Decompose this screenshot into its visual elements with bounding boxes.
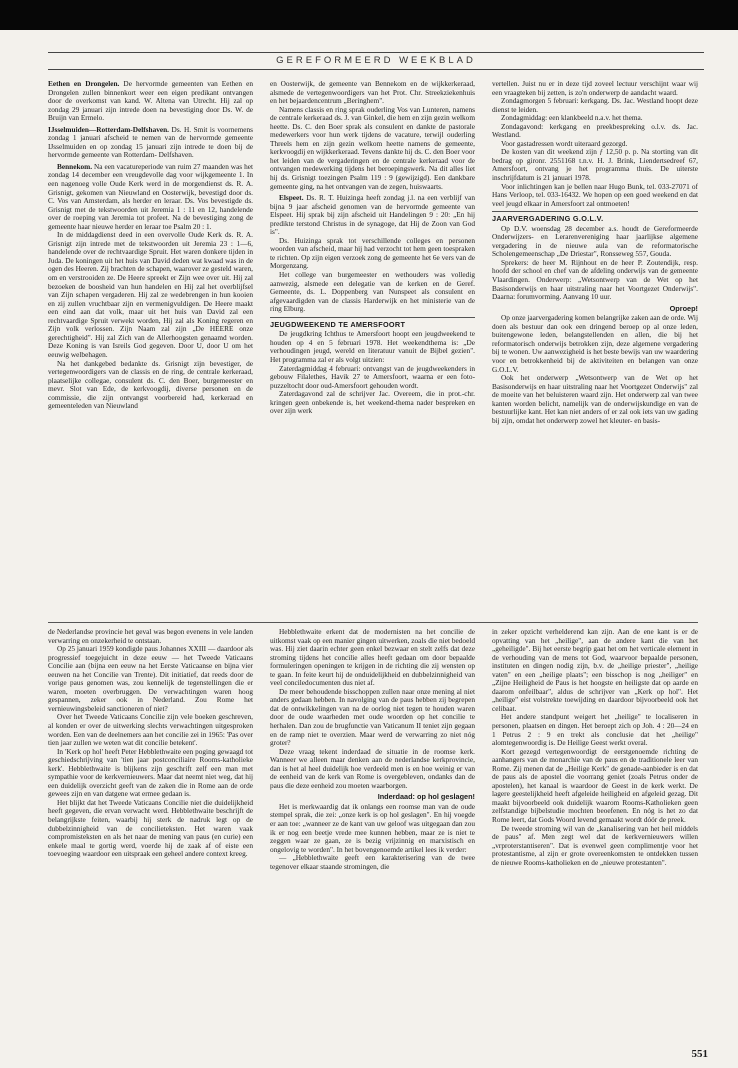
text-oproep-1: Op onze jaarvergadering komen belangrijke zaken aan de orde. Wij doen als bestuur dan ook een dringend beroep op al onze leden, buitengewone leden, belangstellenden en allen, die bij het reformatorisch onderwijs betrokken zijn, deze algemene vergadering bij te wonen. Uw aanwezigheid is het beste bewijs van uw waardering voor en betrokkenheid bij de aktiviteiten en belangen van onze G.O.L.V. <box>492 313 698 374</box>
heading-elspeet: Elspeet. <box>279 193 304 203</box>
text-jeugdweekend-3: Zaterdagavond zal de schrijver Jac. Overeem, die in prot.-chr. kringen geen onbekende is, het weekend-thema nader bespreken en over zijn werk <box>270 389 475 416</box>
text-concilie-9: Het is merkwaardig dat ik onlangs een roomse man van de oude stempel sprak, die zei: „onze kerk is op hol geslagen". En hij voegde er aan toe: „wanneer ze de kant van uw geloof was uitgegaan dan zou ik er nog een beetje vrede mee kunnen hebben, maar ze is niet te zeggen waar ze gaan, ze is bezig vrijzinnig en marxistisch en ongelovig te worden". In het bovengenoemde artikel lees ik verder: <box>270 801 475 854</box>
text-concilie-2: Op 25 januari 1959 kondigde paus Johannes XXIII — daardoor als progressief toegejuicht in deze eeuw — het Tweede Vaticaans Concilie aan (bijna een eeuw na het Eerste Vaticaanse en bijna vier eeuwen na het Concilie van Trente). Dit initiatief, dat reeds door de vorige paus genomen was, zou kennelijk de tegenstellingen die er waren, moeten overbruggen. De verwachtingen waren hoog gespannen, zeker ook in Nederland. Zou Rome het vernieuwingsbeleid sanctioneren of niet? <box>48 644 253 713</box>
heading-bennekom: Bennekom. <box>57 161 93 171</box>
text-elspeet-3: Het college van burgemeester en wethouders was volledig aanwezig, alsmede een delegatie van de kerken en de Geref. Gemeente, ds. L. Doppenberg van Nunspeet als consulent en afgevaardigden van de classis Harderwijk en het ministerie van de ring Elburg. <box>270 270 475 314</box>
column-2 <box>270 80 475 617</box>
column-3 <box>492 80 698 617</box>
text-concilie-14: De tweede stroming wil van de „kanalisering van het heil middels de paus" af. Men zegt wel dat de kerkvernieuwers willen „vrproterstantiseren". Dat is evenwel geen complimentje voor het protestantisme, al zijn er grote overeenkomsten te ontdekken tussen de nieuwe Rooms-katholieken en de „nieuwe protestanten". <box>492 823 698 867</box>
text-jeugdweekend-4: vertellen. Juist nu er in deze tijd zoveel lectuur verschijnt waar wij een vraagteken bij zetten, is zo'n onderwerp de aandacht waard. <box>492 80 698 97</box>
text-ijsselmuiden: Ds. H. Smit is voornemens zondag 1 januari afscheid te nemen van de hervormde gemeente IJsselmuiden en op zondag 15 januari zijn intrede te doen bij de hervormde gemeente van Rotterdam- Delfshaven. <box>48 124 253 160</box>
text-jeugdweekend-10: Voor inlichtingen kan je bellen naar Hugo Bunk, tel. 033-27071 of Hans Verloop, tel. 033-16432. We hopen op een goed weekend en dat veel jeugd elkaar in Amersfoort zal ontmoeten! <box>492 181 698 208</box>
text-eethen: De hervormde gemeenten van Eethen en Drongelen zullen binnenkort weer een eigen predikant ontvangen door de overkomst van kand. W. Altena van Utrecht. Hij zal op zondag 29 januari zijn intrede doen na bevestiging door Ds. W. de Bruijn van Ermelo. <box>48 80 253 123</box>
text-jeugdweekend-8: Voor gastadressen wordt uiteraard gezorgd. <box>501 138 628 148</box>
text-concilie-10: — „Hebblethwaite geeft een karakterisering van de twee tegenover elkaar staande stromingen, die <box>270 853 475 871</box>
text-bennekom-2: In de middagdienst deed in een overvolle Oude Kerk ds. R. A. Grisnigt zijn intrede met de tekstwoorden uit Jeremia 23 : 1—6, handelende over de rechtvaardige Spruit. Het waren donkere tijden in Juda. De koningen uit het huis van David deden wat kwaad was in de ogen des Heeren. Zij brachten de schapen, waarover ze gesteld waren, om en verstrooiden ze. De Heere spreekt er Zijn wee over uit. Hij zal bezoeken de boosheid van hun handelen en Hij zal het overblijfsel van Zijn schapen vergaderen. Hij zal ze wedebrengen in hun kooien en zij zullen vruchtbaar zijn en vermenigvuldigen. De Heere maakt een eind aan dat volk, maar uit het huis van David zal een rechtvaardige Spruit verwekt worden, Hij zal als Koning regeren en Zijn volk verlossen. Zijn Naam zal zijn „De HEERE onze gerechtigheid". Hij zal Zich van de Allerhoogsten genaamd worden. Deze Koning is van Isreils God gegeven. Door U, door U om het eeuwig welbehagen. <box>48 230 253 359</box>
text-oproep-2: Ook het onderwerp „Wetsontwerp van de Wet op het Basisonderwijs en haar uitstraling naar het Voortgezet Onderwijs" zal de moeite van het beluisteren waard zijn. Het onderwerp zal van twee kanten worden belicht, namelijk van de onderwijskundige en van de bestuurlijke kant. Het kan niet anders of er zal ook iets van uw gading bij zijn, omdat het onderwerp zowel het kleuter- en basis- <box>492 373 698 425</box>
text-concilie-5: Het blijkt dat het Tweede Vaticaans Concilie niet die duidelijkheid heeft gegeven, die ervan verwacht werd. Hebblethwaite beschrijft de belangrijkste feiten, waarbij hij sterk de nadruk legt op de dubbelzinnigheid van de concilieteksten. Het waren vaak compromisteksten en als het naar de mening van paus (en curie) een enkele maal te gortig werd, voerde hij de zaak af of eiste een toevoeging waardoor een uitspraak een geheel andere context kreeg. <box>48 797 253 859</box>
heading-op-hol: Inderdaad: op hol geslagen! <box>377 792 475 802</box>
column-4 <box>48 628 253 1038</box>
text-jeugdweekend-9: De kosten van dit weekend zijn ƒ 12,50 p. p. Na storting van dit bedrag op gironr. 2551168 t.n.v. H. J. Brink, Liendertsedreef 67, Amersfoort, ontvang je het programma thuis. De uiterste inschrijfdatum is 21 januari 1978. <box>492 147 698 183</box>
text-bennekom-3: Na het dankgebed bedankte ds. Grisnigt zijn bevestiger, de vertegenwoordigers van de classis en de ring, de centrale kerkeraad, plaatselijke collegae, consulent ds. C. den Boer, burgemeester en mevr. Slot van Ede, de kerkvoogdij, diverse personen en de commissie, die zijn ontvangst voorbereid had, kerkeraad en gemeenteleden van Nieuwland <box>48 358 253 411</box>
text-concilie-4: In 'Kerk op hol' heeft Peter Hebblethwaite een poging gewaagd tot geschiedschrijving van 'tien jaar postconciliaire Rooms-katholieke kerk'. Hebblethwaite is blijkens zijn geschrift zelf een man met sympathie voor de kerkvernieuwers. Maar dat neemt niet weg, dat hij een duidelijk overzicht geeft van de zaken die in Rome aan de orde gewees zijn en van datgene wat ermee gedaan is. <box>48 746 253 799</box>
text-concilie-8: Deze vraag tekent inderdaad de situatie in de roomse kerk. Wanneer we alleen maar denken aan de nederlandse kerkprovincie, dan is het al heel duidelijk hoe verdeeld men is en hoe weinig er van de eenheid van de kerk van Rome is overgebleven, ondanks dan de paus die deze eenheid zou moeten waarborgen. <box>270 746 475 790</box>
text-concilie-13: Kort gezegd vertegenwoordigt de eerstgenoemde richting de aanhangers van de monarchie van de paus en de traditionele leer van Rome. Zij menen dat de „Heilige Kerk" de genade-aanbieder is en dat de paus als de apostel die voorrang geniet (zoals Petrus onder de apostelen), het kanaal is waardoor de Geest in de kerk werkt. De lagere geestelijkheid heeft afgeleide heiligheid en afgeleid gezag. Dit maakt bijvoorbeeld ook duidelijk waarom Rooms-Katholieken geen zelfstandige bijbelstudie mochten beoefenen. En nóg is het zo dat Rome leert, dat Gods Woord levend gemaakt wordt dóór de preek. <box>492 746 698 825</box>
top-black-bar <box>0 0 738 30</box>
text-jeugdweekend-2: Zaterdagmiddag 4 februari: ontvangst van de jeugdweekenders in gebouw Filalethes, Havik 27 te Amersfoort, waarna er een foto-puzzeltocht door oud-Amersfoort gehouden wordt. <box>270 363 475 390</box>
heading-eethen: Eethen en Drongelen. <box>48 80 120 88</box>
page-header: GEREFORMEERD WEEKBLAD <box>48 52 704 70</box>
text-jeugdweekend-7: Zondagavond: kerkgang en preekbespreking o.l.v. ds. Jac. Westland. <box>492 121 698 140</box>
text-bennekom-1: Na een vacatureperiode van ruim 27 maanden was het zondag 14 december een vreugdevolle dag voor wijkgemeente 1. In een nagenoeg volle Oude Kerk werd in de morgendienst ds. R. A. Grisnigt, gekomen van Nieuwland en Oosterwijk, bevestigd door ds. C. Vos van Amsterdam, als herder en leraar. Ds. Vos bevestigde ds. Grisnigt met de tekstwoorden uit Jeremia 1 : 11 en 12, handelende over de roeping van Jeremia tot profeet. Na de bevestiging zong de gemeente haar nieuwe herder en leraar toe Psalm 20 : 1. <box>48 161 253 231</box>
text-concilie-11: in zeker opzicht verhelderend kan zijn. Aan de ene kant is er de opvatting van het „heilige", aan de andere kant die van het „geheiligde". Bij het eerste begrip gaat het om het verticale element in de verhouding van de mens tot God, waarvoor bepaalde personen, instituten en dingen nodig zijn, b.v. de „heilige priester", „heilige vaten" en een „heilige plaats"; een bisschop is nog „heiliger" en „Zijne Heiligheid de Paus is het hoogste en heiligste dat op aarde en daarom onfeilbaar", aldus de schrijver van „Kerk op hol". Het „heilige" eist volstrekte toewijding en daardoor bijvoorbeeld ook het celibaat. <box>492 628 698 713</box>
text-concilie-3: Over het Tweede Vaticaans Concilie zijn vele boeken geschreven, al konden er over de uitwerking slechts verwachtingen uitgesproken worden. Een van de deelnemers aan het concilie zei in 1965: 'Pas over tien jaar zullen we weten wat dit concilie betekent'. <box>48 712 253 748</box>
text-concilie-7: De meer behoudende bisschoppen zullen naar onze mening al niet anders gedaan hebben. In navolging van de paus hebben zij begrepen dat de ontwikkelingen van na de oorlog niet tegen te houden waren door de oude waarheden met oude woorden op het concilie te herhalen. Dan zou de brugfunctie van Vaticanum II teniet zijn gegaan en de ramp niet te overzien. Maar werd de verwarring zo niet nóg groter? <box>270 686 475 748</box>
heading-ijsselmuiden: IJsselmuiden—Rotterdam-Delfshaven. <box>48 124 170 134</box>
text-jeugdweekend-1: De jeugdkring Ichthus te Amersfoort hoopt een jeugdweekend te houden op 4 en 5 februari 1978. Het weekendthema is: „De verhoudingen jeugd, wereld en literatuur vanuit de Bijbel gezien". Het programma zal er als volgt uitzien: <box>270 329 475 364</box>
text-elspeet-2: Ds. Huizinga sprak tot verschillende colleges en personen woorden van afscheid, maar hij had verzocht tot hem geen toespraken te richten. Op zijn eigen verzoek zong de gemeente het 6e vers van de Morgenzang. <box>270 235 475 271</box>
text-jeugdweekend-5: Zondagmorgen 5 februari: kerkgang. Ds. Jac. Westland hoopt deze dienst te leiden. <box>492 96 698 114</box>
text-bennekom-5: Namens classis en ring sprak ouderling Vos van Lunteren, namens de centrale kerkeraad ds. J. van Ginkel, die hem en zijn gezin welkom heette. Ds. C. den Boer sprak als consulent en dankte de pastorale medewerkers voor hun werk tijdens de vacature, terwijl ouderling Threels hem en zijn gezin welkom heette namens de gemeente, kerkvoogdij en wijkkerkeraad. Tevens dankte hij ds. C. den Boer voor het leiden van de vergaderingen en de centrale kerkeraad voor de ontvangen medewerking tijdens het beroepingswerk. Na dit alles liet hij ds. Grisnigt toezingen Psalm 119 : 9 (gewijzigd). Een dankbare gemeente ging, na het ontvangen van de zegen, huiswaarts. <box>270 104 475 191</box>
text-concilie-12: Het andere standpunt weigert het „heilige" te localiseren in personen, plaatsen en dingen. Het beroept zich op Joh. 4 : 20—24 en 1 Petrus 2 : 9 en trekt als conclusie dat het „heilige" alomtegenwoordig is. De Heilige Geest werkt overal. <box>492 712 698 748</box>
heading-oproep: Oproep! <box>669 303 698 313</box>
section-divider <box>48 622 698 623</box>
text-jeugdweekend-6: Zondagmiddag: een klankbeeld n.a.v. het thema. <box>501 113 643 123</box>
page-number: 551 <box>691 1048 708 1060</box>
heading-jeugdweekend: JEUGDWEEKEND TE AMERSFOORT <box>270 317 475 330</box>
column-1 <box>48 80 253 617</box>
text-elspeet-1: Ds. R. T. Huizinga heeft zondag j.l. na een verblijf van bijna 9 jaar afscheid genomen van de hervormde gemeente van Elspeet. Hij sprak bij zijn afscheid uit Handelingen 9 : 20: „En hij predikte terstond Christus in de synagoge, dat Hij de Zoon van God is". <box>270 193 475 237</box>
text-concilie-1: de Nederlandse provincie het geval was begon evenens in vele landen verwarring en onzekerheid te ontstaan. <box>48 628 253 645</box>
text-bennekom-4: en Oosterwijk, de gemeente van Bennekom en de wijkkerkeraad, alsmede de vertegenwoordigers van het Prot. Chr. Streekziekenhuis en het bejaardencentrum „Beringhem". <box>270 80 475 106</box>
text-jaarvergadering-1: Op D.V. woensdag 28 december a.s. houdt de Gereformeerde Onderwijzers- en Lerarenvereniging haar jaarlijkse algemene vergadering in de nieuwe aula van de reformatorische Scholengemeenschap „De Driestar", Ronsseweg 557, Gouda. <box>492 223 698 259</box>
heading-jaarvergadering: JAARVERGADERING G.O.L.V. <box>492 211 698 224</box>
text-jaarvergadering-2: Sprekers: de heer M. Rijnhout en de heer P. Zoutendijk, resp. hoofd der school en chef van de afdeling onderwijs van de gemeente Vlaardingen. Onderwerp: „Wetsontwerp van de Wet op het Basisonderwijs en haar uitstraling naar het Voortgezet Onderwijs". Daarna: forumvorming. Aanvang 10 uur. <box>492 257 698 302</box>
text-concilie-6: Hebblethwaite erkent dat de modernisten na het concilie de uitkomst vaak op een manier gingen uitwerken, zoals die niet bedoeld was. Hij ziet daarin echter geen enkel bezwaar en stelt zelfs dat deze stroming tijdens het concilie alles heeft gedaan om door bepaalde formuleringen openingen te krijgen in de richting die zij wensten op te gaan. In feite keurt hij de onduidelijkheid en dubbelzinnigheid van veel conciledocumenten dus niet af. <box>270 628 475 688</box>
column-6 <box>492 628 698 1038</box>
column-5 <box>270 628 475 1038</box>
